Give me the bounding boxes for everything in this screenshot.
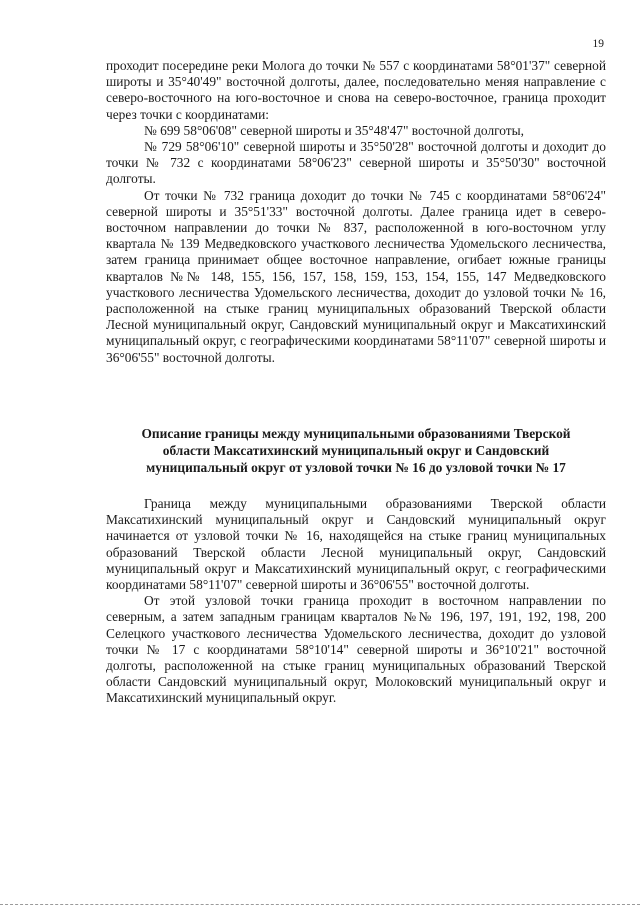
heading-line: муниципальный округ от узловой точки № 16 до узловой точки № 17	[146, 460, 566, 475]
paragraph: Граница между муниципальными образованиями Тверской области Максатихинский муниципальный округ и Сандовский муниципальный округ начинается от узловой точки № 16, находящейся на стыке границ муниципальных образований Тверской области Лесной муниципальный округ, Сандовский муниципальный округ и Максатихинский муниципальный округ, с географическими координатами 58°11'07" северной широты и 36°06'55" восточной долготы.	[106, 496, 606, 593]
page-number: 19	[592, 38, 604, 50]
text-block-continuation	[106, 58, 606, 366]
paragraph: № 729 58°06'10" северной широты и 35°50'28" восточной долготы и доходит до точки № 732 с координатами 58°06'23" северной широты и 35°50'30" восточной долготы.	[106, 139, 606, 187]
heading-line: области Максатихинский муниципальный округ и Сандовский	[162, 443, 550, 458]
paragraph: № 699 58°06'08" северной широты и 35°48'47" восточной долготы,	[144, 122, 524, 138]
paragraph: От этой узловой точки граница проходит в восточном направлении по северным, а затем западным границам кварталов №№ 196, 197, 191, 192, 198, 200 Селецкого участкового лесничества Удомельского лесничества, доходит до узловой точки № 17 с координатами 58°10'14" северной широты и 36°10'21" восточной долготы, расположенной на стыке границ муниципальных образований Тверской области Сандовский муниципальный округ, Молоковский муниципальный округ и Максатихинский муниципальный округ.	[106, 593, 606, 706]
heading-line: Описание границы между муниципальными образованиями Тверской	[141, 426, 571, 441]
section-heading	[106, 425, 606, 476]
paragraph: От точки № 732 граница доходит до точки № 745 с координатами 58°06'24" северной широты и 35°51'33" восточной долготы. Далее граница идет в северо-восточном направлении до точки № 837, расположенной в юго-восточном углу квартала № 139 Медведковского участкового лесничества Удомельского лесничества, затем граница принимает общее восточное направление, огибает южные границы кварталов №№ 148, 155, 156, 157, 158, 159, 153, 154, 155, 147 Медведковского участкового лесничества Удомельского лесничества, доходит до узловой точки № 16, расположенной на стыке границ муниципальных образований Тверской области Лесной муниципальный округ, Сандовский муниципальный округ и Максатихинский муниципальный округ, с географическими координатами 58°11'07" северной широты и 36°06'55" восточной долготы.	[106, 187, 606, 365]
text-block-section	[106, 496, 606, 707]
paragraph: проходит посередине реки Молога до точки № 557 с координатами 58°01'37" северной широты и 35°40'49" восточной долготы, далее, последовательно меняя направление с северо-восточного на юго-восточное и снова на северо-восточное, граница проходит через точки с координатами:	[106, 58, 606, 122]
